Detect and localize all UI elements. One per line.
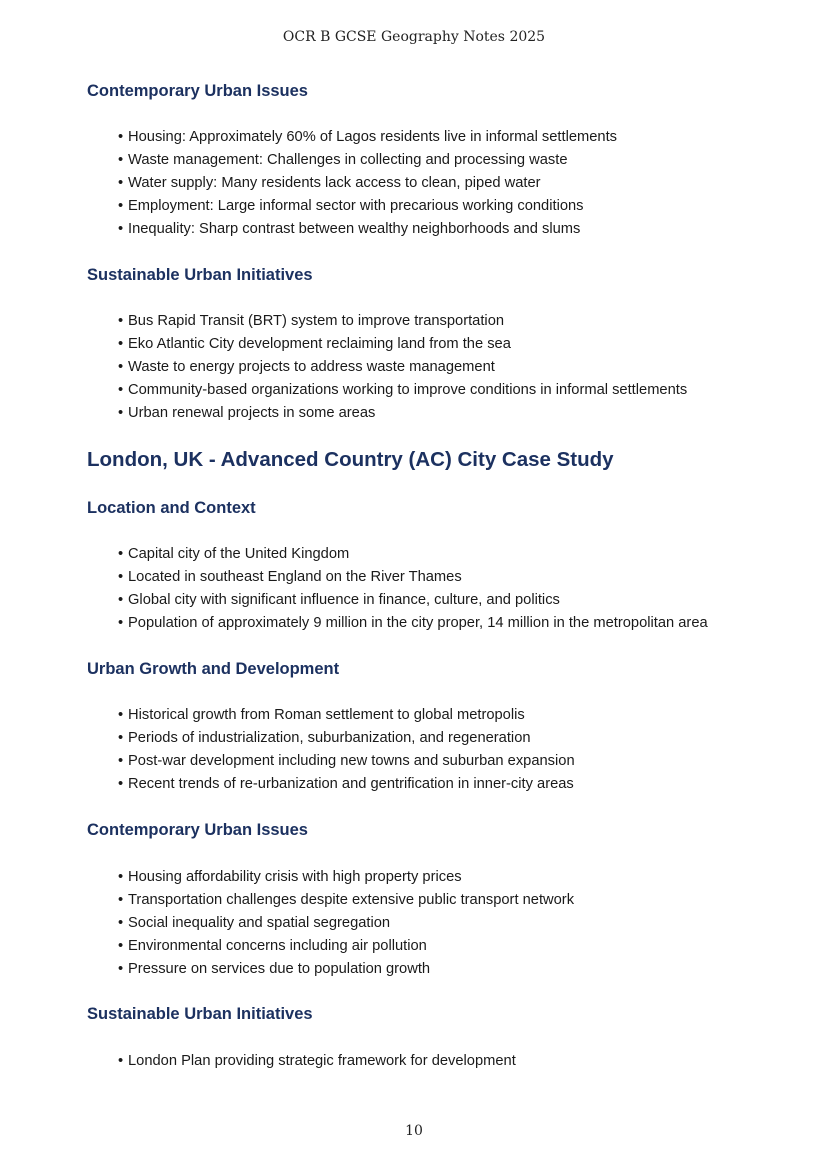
section-contemporary-urban-issues-london bbox=[87, 820, 787, 840]
list-item: • Historical growth from Roman settlement to global metropolis bbox=[118, 707, 525, 723]
section-heading: Location and Context bbox=[87, 499, 256, 517]
list-item: • Pressure on services due to population growth bbox=[118, 961, 431, 977]
section-sustainable-urban-initiatives-lagos bbox=[87, 265, 787, 285]
running-header: OCR B GCSE Geography Notes 2025 bbox=[282, 29, 546, 45]
bullet-list bbox=[87, 866, 787, 981]
case-study-title-block bbox=[87, 447, 787, 473]
bullet-list bbox=[87, 543, 787, 635]
list-item: • Population of approximately 9 million in the city proper, 14 million in the metropolitan area bbox=[118, 615, 708, 631]
list-item: • Community-based organizations working to improve conditions in informal settlements bbox=[118, 382, 688, 398]
section-heading: Urban Growth and Development bbox=[87, 660, 340, 678]
list-item: • Water supply: Many residents lack access to clean, piped water bbox=[118, 175, 541, 191]
section-heading: Sustainable Urban Initiatives bbox=[87, 1005, 313, 1023]
section-heading: Sustainable Urban Initiatives bbox=[87, 266, 313, 284]
list-item: • Waste management: Challenges in collecting and processing waste bbox=[118, 152, 568, 168]
list-item: • Employment: Large informal sector with precarious working conditions bbox=[118, 198, 584, 214]
bullet-list bbox=[87, 310, 787, 425]
list-item: • Post-war development including new towns and suburban expansion bbox=[118, 753, 575, 769]
list-item: • Bus Rapid Transit (BRT) system to improve transportation bbox=[118, 313, 505, 329]
list-item: • Global city with significant influence in finance, culture, and politics bbox=[118, 592, 560, 608]
case-study-title: London, UK - Advanced Country (AC) City Case Study bbox=[87, 448, 614, 471]
list-item: • Inequality: Sharp contrast between wealthy neighborhoods and slums bbox=[118, 221, 581, 237]
bullet-list bbox=[87, 704, 787, 796]
list-item: • Environmental concerns including air pollution bbox=[118, 938, 427, 954]
section-contemporary-urban-issues-lagos bbox=[87, 81, 787, 101]
list-item: • Eko Atlantic City development reclaiming land from the sea bbox=[118, 336, 511, 352]
page-number: 10 bbox=[405, 1123, 423, 1139]
list-item: • Transportation challenges despite extensive public transport network bbox=[118, 892, 575, 908]
list-item: • Social inequality and spatial segregation bbox=[118, 915, 391, 931]
list-item: • Urban renewal projects in some areas bbox=[118, 405, 376, 421]
list-item: • Periods of industrialization, suburbanization, and regeneration bbox=[118, 730, 531, 746]
section-location-and-context bbox=[87, 498, 787, 518]
section-sustainable-urban-initiatives-london bbox=[87, 1004, 787, 1024]
list-item: • Recent trends of re-urbanization and gentrification in inner-city areas bbox=[118, 776, 574, 792]
section-urban-growth-and-development bbox=[87, 659, 787, 679]
list-item: • Located in southeast England on the River Thames bbox=[118, 569, 462, 585]
section-heading: Contemporary Urban Issues bbox=[87, 82, 308, 100]
section-heading: Contemporary Urban Issues bbox=[87, 821, 308, 839]
list-item: • Waste to energy projects to address waste management bbox=[118, 359, 495, 375]
list-item: • Housing affordability crisis with high property prices bbox=[118, 869, 462, 885]
bullet-list bbox=[87, 1050, 787, 1073]
list-item: • London Plan providing strategic framework for development bbox=[118, 1053, 516, 1069]
list-item: • Capital city of the United Kingdom bbox=[118, 546, 350, 562]
bullet-list bbox=[87, 126, 787, 241]
list-item: • Housing: Approximately 60% of Lagos residents live in informal settlements bbox=[118, 129, 618, 145]
